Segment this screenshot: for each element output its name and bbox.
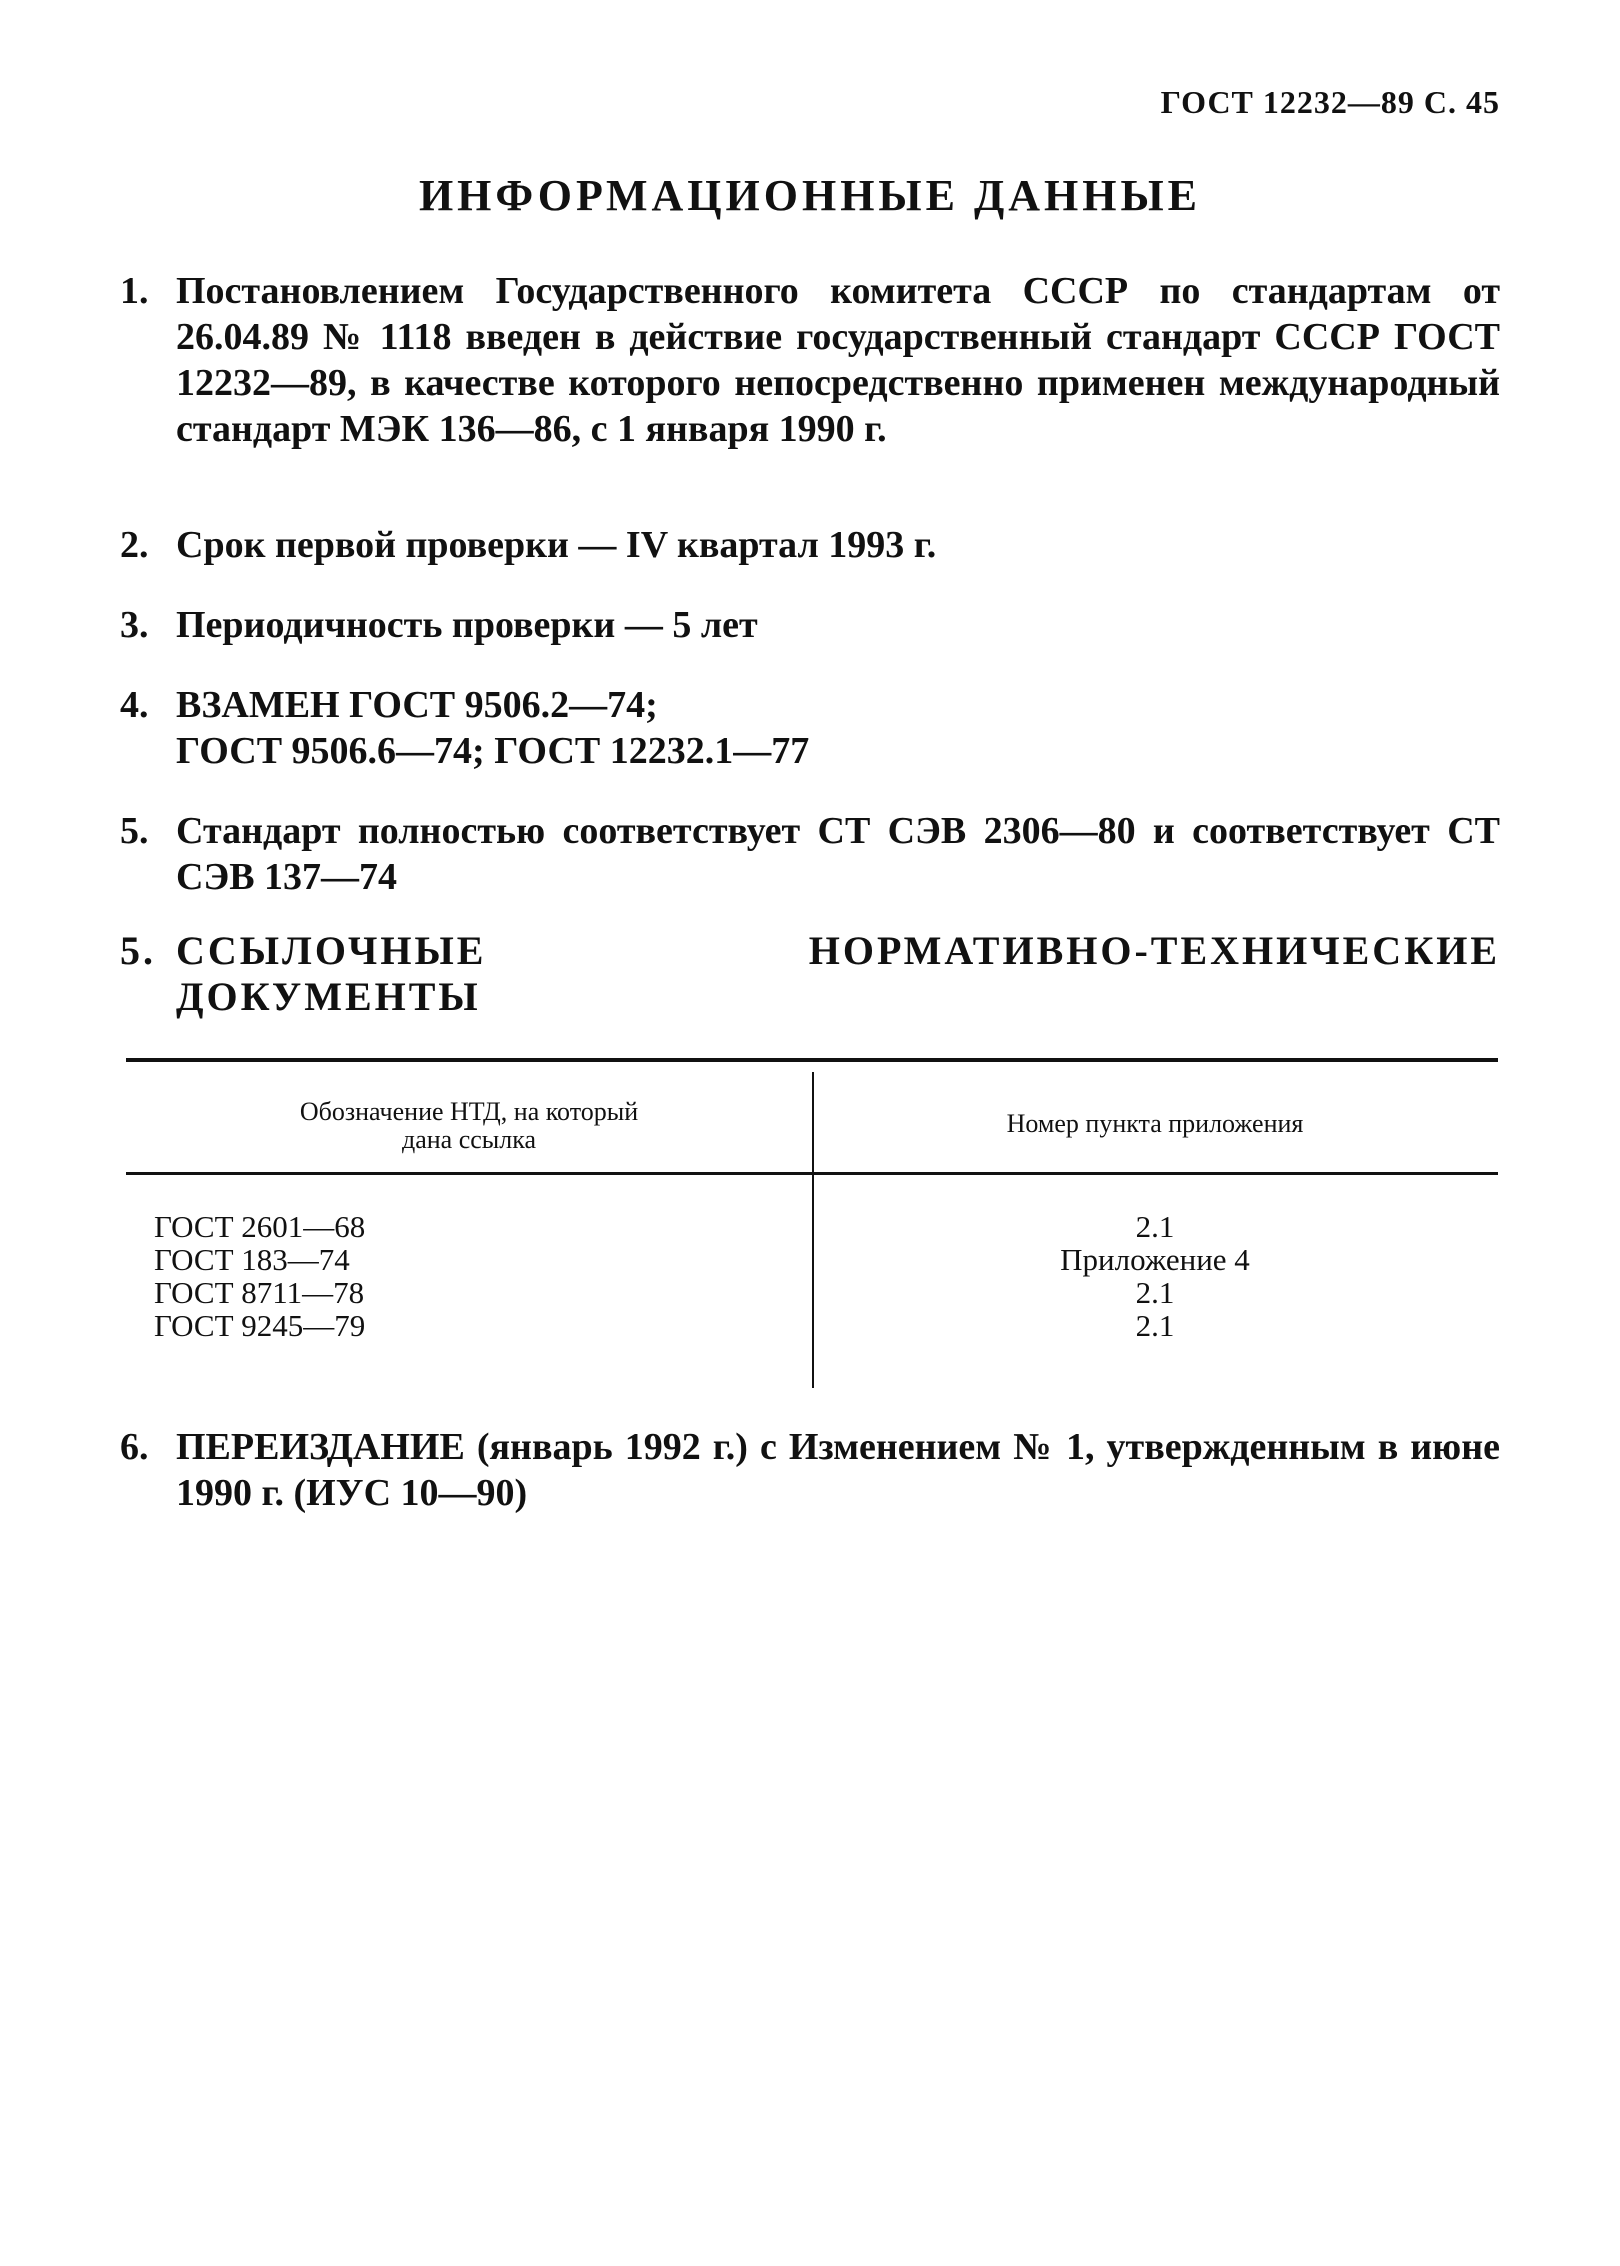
page-title: ИНФОРМАЦИОННЫЕ ДАННЫЕ (418, 171, 1202, 220)
item-text: ССЫЛОЧНЫЕ НОРМАТИВНО-ТЕХНИЧЕСКИЕ ДОКУМЕНТЫ (176, 928, 1500, 1019)
item-text: Постановлением Государственного комитета СССР по стандартам от 26.04.89 № 1118 введен в действие государственный стандарт СССР ГОСТ 12232—89, в качестве которого непосредственно применен международный стандарт МЭК 136—86, с 1 января 1990 г. (176, 270, 1500, 450)
header-line: Обозначение НТД, на который (299, 1097, 639, 1126)
item-text: ПЕРЕИЗДАНИЕ (январь 1992 г.) с Изменением № 1, утвержденным в июне 1990 г. (ИУС 10—90) (176, 1426, 1500, 1514)
table-cell-reference: 2.1 (1135, 1209, 1175, 1244)
item-number: 1. (120, 270, 149, 312)
info-item-3 (120, 602, 1500, 648)
table-cell-document: ГОСТ 2601—68 (154, 1209, 366, 1244)
info-item-6 (120, 1424, 1500, 1516)
item-number: 5. (120, 928, 156, 973)
table-column-documents (154, 1210, 365, 1342)
info-item-1 (120, 268, 1500, 452)
table-cell-document: ГОСТ 183—74 (154, 1242, 350, 1277)
table-cell-document: ГОСТ 9245—79 (154, 1308, 366, 1343)
info-item-5 (120, 808, 1500, 900)
table-cell-reference: 2.1 (1135, 1275, 1175, 1310)
item-number: 6. (120, 1426, 149, 1468)
replaced-standards-line-2: ГОСТ 9506.6—74; ГОСТ 12232.1—77 (176, 730, 810, 772)
table-cell-document: ГОСТ 8711—78 (154, 1275, 365, 1310)
item-text: Периодичность проверки — 5 лет (176, 604, 758, 646)
item-number: 2. (120, 524, 149, 566)
table-cell-reference: Приложение 4 (1060, 1242, 1250, 1277)
replaced-standards-line-1: ВЗАМЕН ГОСТ 9506.2—74; (176, 684, 658, 726)
info-item-4 (120, 682, 1500, 774)
table-header-reference: Номер пункта приложения (1006, 1109, 1304, 1138)
table-column-references (812, 1210, 1498, 1342)
table-top-rule (126, 1058, 1498, 1062)
reference-documents-table (126, 1058, 1498, 1388)
item-text (176, 682, 1500, 774)
item-number: 4. (120, 684, 149, 726)
running-head: ГОСТ 12232—89 С. 45 (1160, 84, 1500, 120)
info-item-references-heading (120, 928, 1500, 1020)
header-line: дана ссылка (401, 1125, 537, 1154)
item-text: Стандарт полностью соответствует СТ СЭВ 2306—80 и соответствует СТ СЭВ 137—74 (176, 810, 1500, 898)
item-number: 3. (120, 604, 149, 646)
table-header-document (126, 1098, 812, 1154)
item-text: Срок первой проверки — IV квартал 1993 г. (176, 524, 937, 566)
item-number: 5. (120, 810, 149, 852)
info-item-2 (120, 522, 1500, 568)
table-cell-reference: 2.1 (1135, 1308, 1175, 1343)
